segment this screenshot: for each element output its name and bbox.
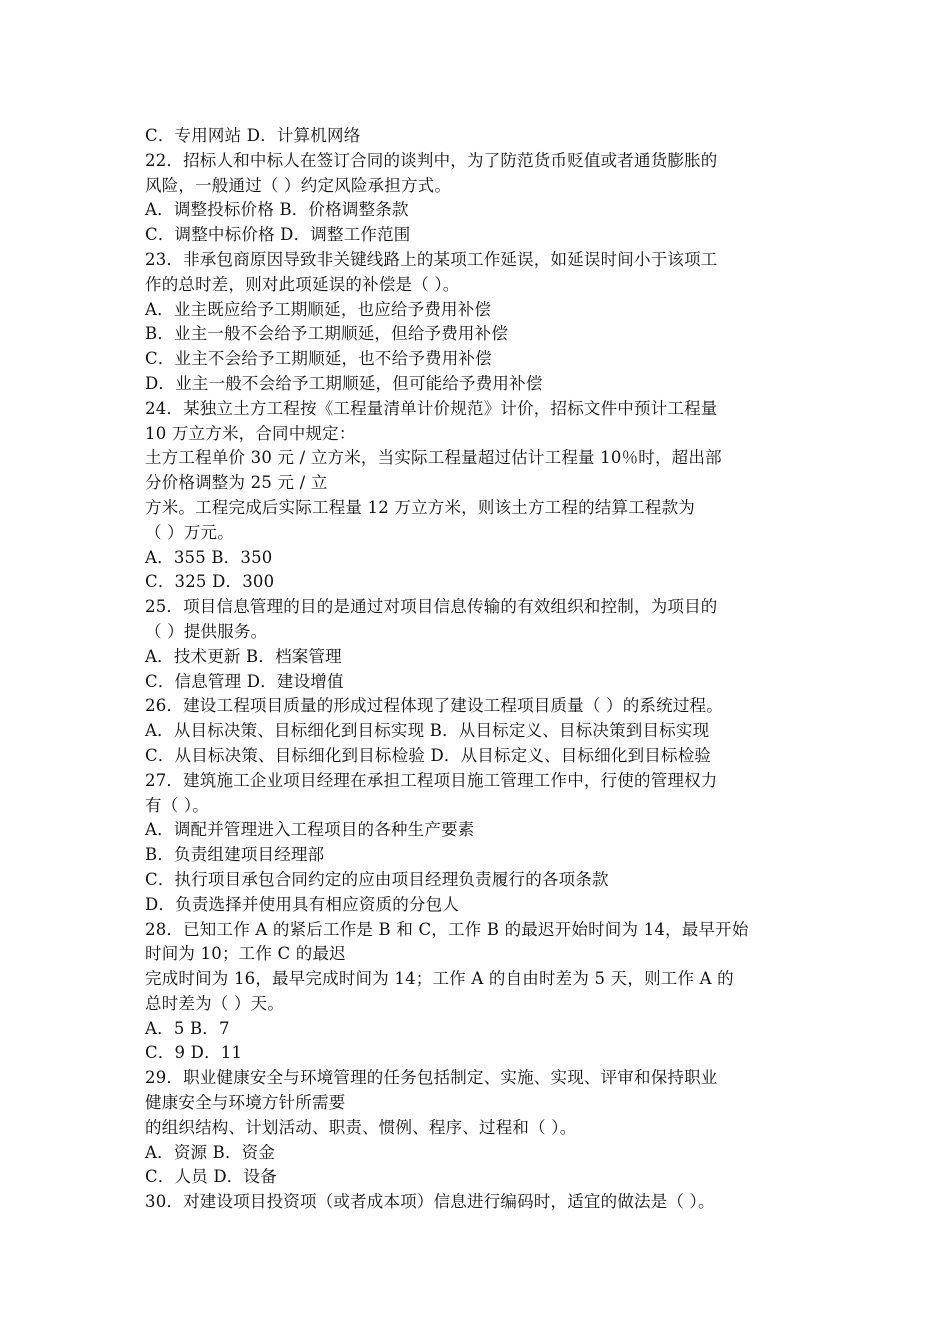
text-line: C．专用网站 D．计算机网络 (145, 126, 361, 145)
text-line: 10 万立方米，合同中规定： (145, 423, 356, 443)
text-line: 分价格调整为 25 元 / 立 (145, 473, 328, 493)
option-line: D．业主一般不会给予工期顺延，但可能给予费用补偿 (145, 373, 543, 393)
text-line: 完成时间为 16，最早完成时间为 14；工作 A 的自由时差为 5 天，则工作 A 的 (145, 969, 734, 989)
text-line: （ ）提供服务。 (145, 621, 268, 641)
option-line: A．业主既应给予工期顺延，也应给予费用补偿 (145, 299, 492, 319)
option-line: A．调整投标价格 B．价格调整条款 (145, 200, 409, 220)
question-25-stem: 25．项目信息管理的目的是通过对项目信息传输的有效组织和控制，为项目的 (145, 597, 718, 617)
option-line: A．5 B．7 (145, 1018, 230, 1038)
option-line: A．355 B．350 (145, 547, 273, 567)
option-line: A．从目标决策、目标细化到目标实现 B．从目标定义、目标决策到目标实现 (145, 721, 710, 741)
text-line: 时间为 10；工作 C 的最迟 (145, 944, 346, 964)
option-line: A．技术更新 B．档案管理 (145, 646, 342, 666)
text-line: 方米。工程完成后实际工程量 12 万立方米，则该土方工程的结算工程款为 (145, 497, 695, 517)
option-line: D．负责选择并使用具有相应资质的分包人 (145, 894, 460, 914)
question-30-stem: 30．对建设项目投资项（或者成本项）信息进行编码时，适宜的做法是（ ）。 (145, 1192, 715, 1212)
option-line: A．资源 B．资金 (145, 1142, 276, 1162)
page-body (145, 124, 810, 1215)
option-line: C．信息管理 D．建设增值 (145, 671, 344, 691)
option-line: B．负责组建项目经理部 (145, 845, 325, 865)
question-29-stem: 29．职业健康安全与环境管理的任务包括制定、实施、实现、评审和保持职业 (145, 1068, 718, 1088)
option-line: C．325 D．300 (145, 572, 275, 592)
question-24-stem: 24．某独立土方工程按《工程量清单计价规范》计价，招标文件中预计工程量 (145, 398, 718, 418)
option-line: B．业主一般不会给予工期顺延，但给予费用补偿 (145, 324, 509, 344)
option-line: C．执行项目承包合同约定的应由项目经理负责履行的各项条款 (145, 869, 609, 889)
text-line: 风险，一般通过（ ）约定风险承担方式。 (145, 175, 452, 195)
question-23-stem: 23．非承包商原因导致非关键线路上的某项工作延误，如延误时间小于该项工 (145, 249, 718, 269)
question-28-stem: 28．已知工作 A 的紧后工作是 B 和 C，工作 B 的最迟开始时间为 14，最早开始 (145, 919, 749, 939)
option-line: C．人员 D．设备 (145, 1167, 277, 1187)
text-line: （ ）万元。 (145, 522, 234, 542)
text-line: 有（ ）。 (145, 795, 209, 815)
text-line: 总时差为（ ）天。 (145, 993, 285, 1013)
text-line: 土方工程单价 30 元 / 立方米，当实际工程量超过估计工程量 10％时，超出部 (145, 448, 722, 468)
question-22-stem: 22．招标人和中标人在签订合同的谈判中，为了防范货币贬值或者通货膨胀的 (145, 150, 718, 170)
option-line: C．调整中标价格 D．调整工作范围 (145, 225, 411, 245)
text-line: 健康安全与环境方针所需要 (145, 1093, 346, 1113)
option-line: C．业主不会给予工期顺延，也不给予费用补偿 (145, 349, 492, 369)
option-line: A．调配并管理进入工程项目的各种生产要素 (145, 820, 475, 840)
text-line: 作的总时差，则对此项延误的补偿是（ ）。 (145, 274, 460, 294)
option-line: C．从目标决策、目标细化到目标检验 D．从目标定义、目标细化到目标检验 (145, 745, 712, 765)
question-27-stem: 27．建筑施工企业项目经理在承担工程项目施工管理工作中，行使的管理权力 (145, 770, 718, 790)
question-26-stem: 26．建设工程项目质量的形成过程体现了建设工程项目质量（ ）的系统过程。 (145, 696, 723, 716)
text-line: 的组织结构、计划活动、职责、惯例、程序、过程和（ ）。 (145, 1117, 577, 1137)
option-line: C．9 D．11 (145, 1043, 243, 1063)
